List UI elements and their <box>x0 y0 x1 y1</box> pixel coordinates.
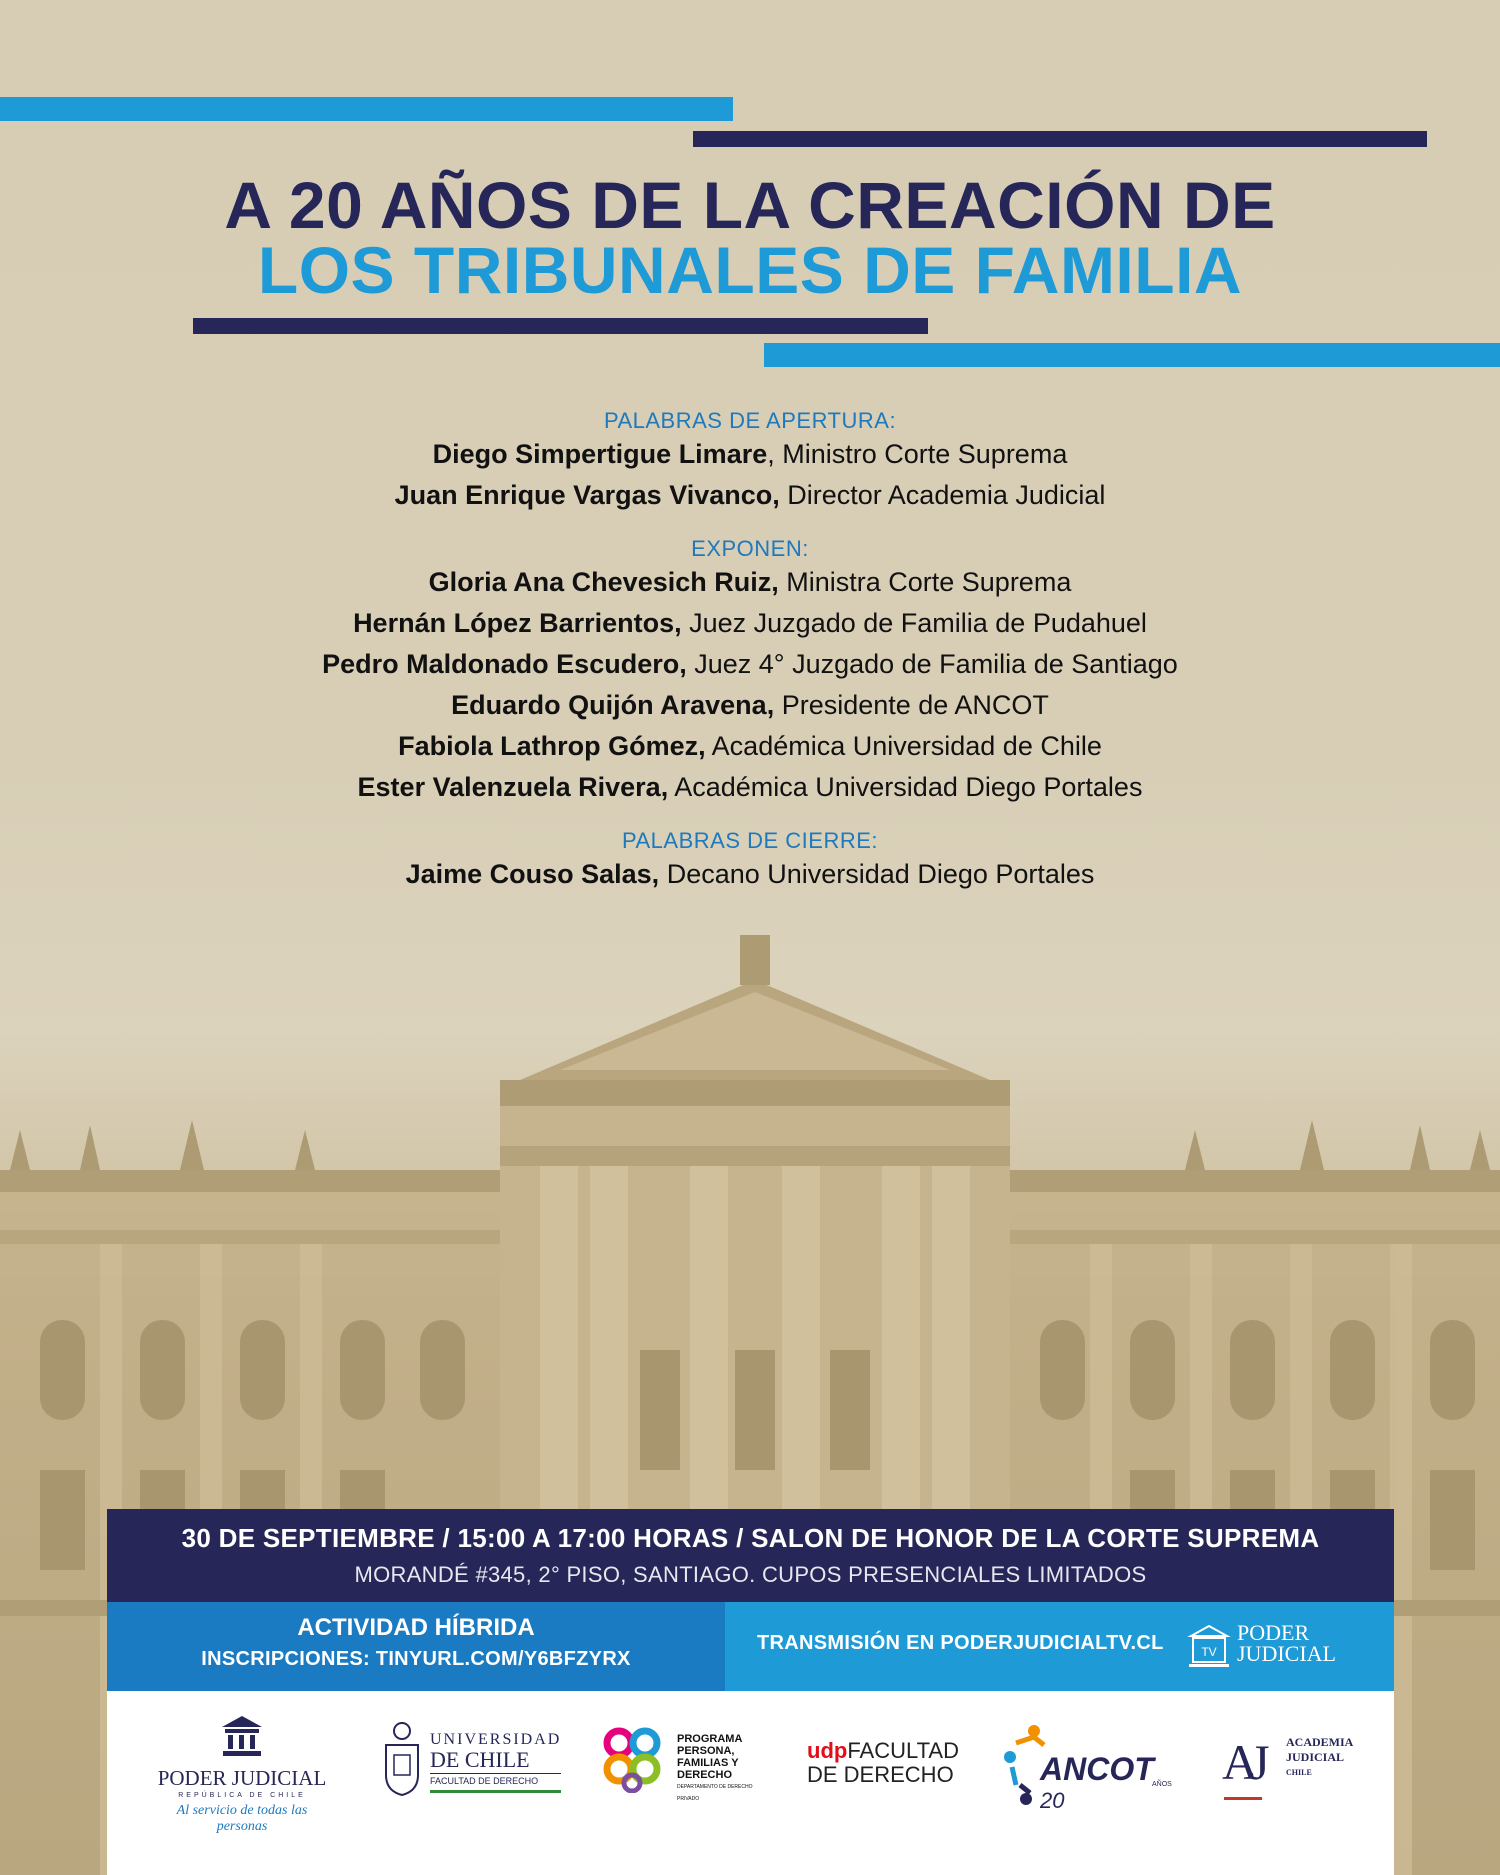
hybrid-title: ACTIVIDAD HÍBRIDA <box>297 1614 535 1641</box>
universidad-de-chile-logo <box>382 1713 562 1853</box>
udp-brand: udp <box>807 1738 848 1763</box>
speaker: Ester Valenzuela Rivera, Académica Universidad Diego Portales <box>357 772 1143 802</box>
courthouse-icon <box>219 1713 265 1759</box>
pj-title: PODER JUDICIAL <box>157 1766 327 1790</box>
uchile-line1: UNIVERSIDAD <box>430 1731 562 1748</box>
accent-bar-bottom-right <box>764 343 1500 367</box>
programa-line3: FAMILIAS Y <box>677 1757 739 1769</box>
event-address: MORANDÉ #345, 2° PISO, SANTIAGO. CUPOS PRESENCIALES LIMITADOS <box>354 1562 1147 1587</box>
closing-label: PALABRAS DE CIERRE: <box>621 828 879 853</box>
event-details-band <box>107 1509 1394 1602</box>
programa-fine-print: DEPARTAMENTO DE DERECHO PRIVADO <box>677 1784 753 1802</box>
udp-facultad-de-derecho-logo <box>807 1713 957 1853</box>
speaker: Hernán López Barrientos, Juez Juzgado de Familia de Pudahuel <box>353 608 1147 638</box>
programa-line1: PROGRAMA <box>677 1733 743 1745</box>
opening-label: PALABRAS DE APERTURA: <box>603 408 897 433</box>
uchile-line2: DE CHILE <box>430 1747 530 1772</box>
poder-judicial-logo <box>157 1713 327 1853</box>
closing-speaker: Jaime Couso Salas, Decano Universidad Diego Portales <box>405 859 1095 889</box>
pj-logo-line2: JUDICIAL <box>1237 1641 1336 1666</box>
aj-line1: ACADEMIA <box>1286 1735 1354 1749</box>
pj-tagline: Al servicio de todas las personas <box>176 1803 308 1834</box>
event-date-time-place: 30 DE SEPTIEMBRE / 15:00 A 17:00 HORAS / SALON DE HONOR DE LA CORTE SUPREMA <box>181 1523 1320 1553</box>
partner-logos-strip <box>107 1691 1394 1875</box>
speaker: Fabiola Lathrop Gómez, Académica Universidad de Chile <box>398 731 1102 761</box>
ancot-years: 20 <box>1040 1788 1065 1813</box>
speaker: Eduardo Quijón Aravena, Presidente de ANCOT <box>451 690 1049 720</box>
accent-bar-under-title <box>193 318 928 334</box>
aj-underline <box>1224 1797 1262 1800</box>
courthouse-icon <box>1187 1622 1231 1670</box>
programa-line2: PERSONA, <box>677 1745 735 1757</box>
programa-knot-icon <box>597 1723 667 1793</box>
registration-link[interactable]: INSCRIPCIONES: TINYURL.COM/Y6BFZYRX <box>201 1648 631 1670</box>
hybrid-activity-panel <box>107 1602 725 1691</box>
academia-judicial-logo <box>1222 1713 1372 1853</box>
stream-link[interactable]: TRANSMISIÓN EN PODERJUDICIALTV.CL <box>757 1632 1164 1654</box>
opening-speaker: Juan Enrique Vargas Vivanco, Director Academia Judicial <box>394 480 1106 510</box>
udp-line1: udpFACULTAD <box>807 1738 959 1763</box>
accent-bar-top-right <box>693 131 1427 147</box>
accent-bar-top-left <box>0 97 733 121</box>
ancot-name: ANCOT <box>1040 1751 1154 1787</box>
title-line-2: LOS TRIBUNALES DE FAMILIA <box>257 233 1243 307</box>
university-crest-icon <box>382 1719 422 1799</box>
tv-badge: TV <box>1201 1645 1217 1659</box>
program <box>0 408 1500 895</box>
opening-speaker: Diego Simpertigue Limare, Ministro Corte Suprema <box>432 439 1068 469</box>
uchile-line3: FACULTAD DE DERECHO <box>430 1773 561 1786</box>
aj-line3: CHILE <box>1286 1768 1312 1777</box>
uchile-accent-bar <box>430 1790 561 1793</box>
aj-mark: AJ <box>1222 1734 1262 1790</box>
pj-subtitle: REPÚBLICA DE CHILE <box>178 1792 306 1799</box>
ancot-logo <box>1002 1713 1172 1853</box>
title-line-1: A 20 AÑOS DE LA CREACIÓN DE <box>224 168 1276 242</box>
programa-persona-familias-derecho-logo <box>597 1713 767 1853</box>
ancot-years-label: AÑOS <box>1152 1781 1172 1788</box>
speaker: Gloria Ana Chevesich Ruiz, Ministra Corte Suprema <box>428 567 1072 597</box>
speaker: Pedro Maldonado Escudero, Juez 4° Juzgado de Familia de Santiago <box>322 649 1178 679</box>
aj-line2: JUDICIAL <box>1286 1750 1345 1764</box>
speakers-label: EXPONEN: <box>691 536 809 561</box>
udp-line2: DE DERECHO <box>807 1762 954 1787</box>
programa-line4: DERECHO <box>677 1769 733 1781</box>
pj-logo-line1: PODER <box>1237 1620 1310 1645</box>
streaming-panel <box>725 1602 1394 1691</box>
